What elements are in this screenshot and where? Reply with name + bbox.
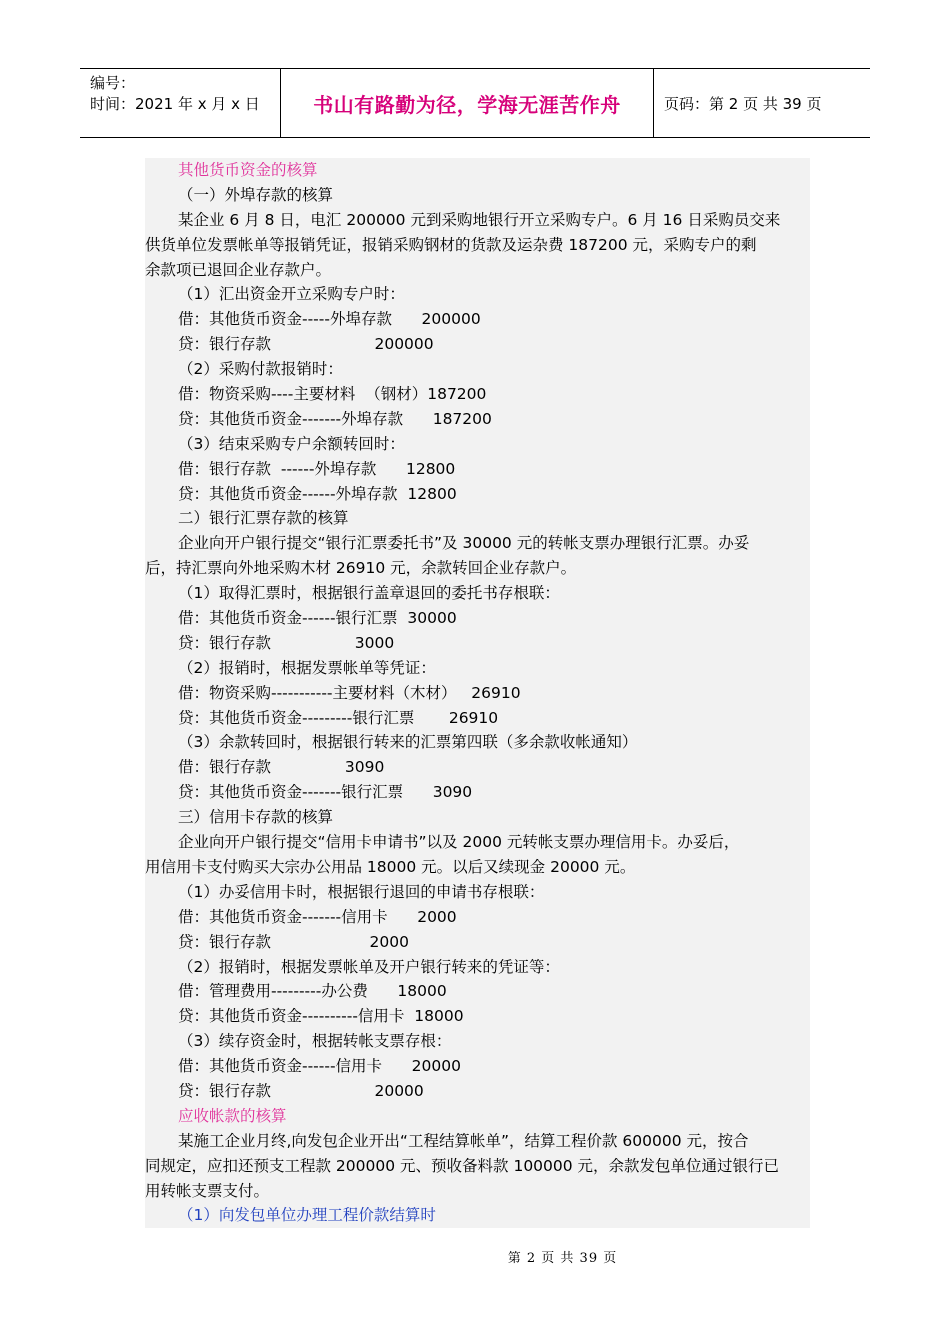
text-line: 某施工企业月终,向发包企业开出“工程结算帐单”，结算工程价款 600000 元，按合 — [178, 1131, 749, 1150]
text-line: 借：物资采购----主要材料 （钢材）187200 — [178, 385, 487, 404]
text-line: 贷：其他货币资金----------信用卡 18000 — [178, 1007, 464, 1026]
text-line: 借：其他货币资金-----外埠存款 200000 — [178, 310, 481, 329]
header-page-info — [654, 69, 870, 137]
text-line: 贷：其他货币资金-------银行汇票 3090 — [178, 783, 473, 802]
text-line: 借：其他货币资金-------信用卡 2000 — [178, 907, 457, 926]
number-label: 编号： — [90, 74, 136, 92]
text-line: 二）银行汇票存款的核算 — [178, 509, 349, 528]
text-line: 借：物资采购-----------主要材料（木材） 26910 — [178, 683, 521, 702]
text-line: 三）信用卡存款的核算 — [178, 808, 334, 827]
text-line: 借：其他货币资金------银行汇票 30000 — [178, 609, 457, 628]
text-line: （2）报销时，根据发票帐单等凭证： — [178, 658, 436, 677]
text-line: 用转帐支票支付。 — [145, 1181, 270, 1200]
header-meta — [80, 69, 281, 137]
text-line: （一）外埠存款的核算 — [178, 185, 334, 204]
page-info-text: 页码：第 2 页 共 39 页 — [664, 94, 822, 113]
text-line: 企业向开户银行提交“银行汇票委托书”及 30000 元的转帐支票办理银行汇票。办妥 — [178, 534, 750, 553]
text-line: （3）余款转回时，根据银行转来的汇票第四联（多余款收帐通知） — [178, 733, 638, 752]
text-line: 某企业 6 月 8 日，电汇 200000 元到采购地银行开立采购专户。6 月 16 日采购员交来 — [178, 210, 781, 229]
text-line: 贷：其他货币资金-------外埠存款 187200 — [178, 409, 492, 428]
text-line: （1）取得汇票时，根据银行盖章退回的委托书存根联： — [178, 584, 560, 603]
motto-text: 书山有路勤为径，学海无涯苦作舟 — [313, 92, 621, 117]
text-line: 贷：其他货币资金---------银行汇票 26910 — [178, 708, 499, 727]
text-line: （2）报销时，根据发票帐单及开户银行转来的凭证等： — [178, 957, 560, 976]
text-line: 借：银行存款 ------外埠存款 12800 — [178, 459, 456, 478]
text-line: 供货单位发票帐单等报销凭证，报销采购钢材的货款及运杂费 187200 元，采购专户的剩 — [145, 235, 757, 254]
footer-page-number: 第 2 页 共 39 页 — [507, 1251, 618, 1266]
text-line: 贷：其他货币资金------外埠存款 12800 — [178, 484, 457, 503]
text-line: 贷：银行存款 200000 — [178, 335, 434, 354]
section-heading: 应收帐款的核算 — [178, 1106, 287, 1125]
text-line: 余款项已退回企业存款户。 — [145, 260, 332, 279]
text-line: 贷：银行存款 20000 — [178, 1081, 424, 1100]
text-line: 同规定，应扣还预支工程款 200000 元、预收备料款 100000 元，余款发包单位通过银行已 — [145, 1156, 780, 1175]
time-text: 时间：2021 年 x 月 x 日 — [90, 95, 260, 113]
text-line: 借：其他货币资金------信用卡 20000 — [178, 1057, 461, 1076]
text-line: 贷：银行存款 3000 — [178, 633, 395, 652]
page-header — [80, 68, 870, 138]
document-body — [145, 158, 810, 1228]
section-heading: 其他货币资金的核算 — [178, 161, 318, 179]
text-line: 企业向开户银行提交“信用卡申请书”以及 2000 元转帐支票办理信用卡。办妥后， — [178, 833, 740, 852]
text-line: 后，持汇票向外地采购木材 26910 元，余款转回企业存款户。 — [145, 559, 577, 578]
text-line: 借：银行存款 3090 — [178, 758, 385, 777]
text-line: 贷：银行存款 2000 — [178, 932, 409, 951]
text-line: （1）汇出资金开立采购专户时： — [178, 285, 405, 304]
text-line: （2）采购付款报销时： — [178, 360, 343, 379]
page-footer — [0, 1247, 950, 1266]
text-line: 用信用卡支付购买大宗办公用品 18000 元。以后又续现金 20000 元。 — [145, 857, 636, 876]
text-line: （3）结束采购专户余额转回时： — [178, 434, 405, 453]
text-line: （1）办妥信用卡时，根据银行退回的申请书存根联： — [178, 882, 545, 901]
text-line: （3）续存资金时，根据转帐支票存根： — [178, 1032, 452, 1051]
header-motto — [281, 69, 654, 137]
text-line: （1）向发包单位办理工程价款结算时 — [178, 1206, 436, 1225]
text-line: 借：管理费用---------办公费 18000 — [178, 982, 447, 1001]
